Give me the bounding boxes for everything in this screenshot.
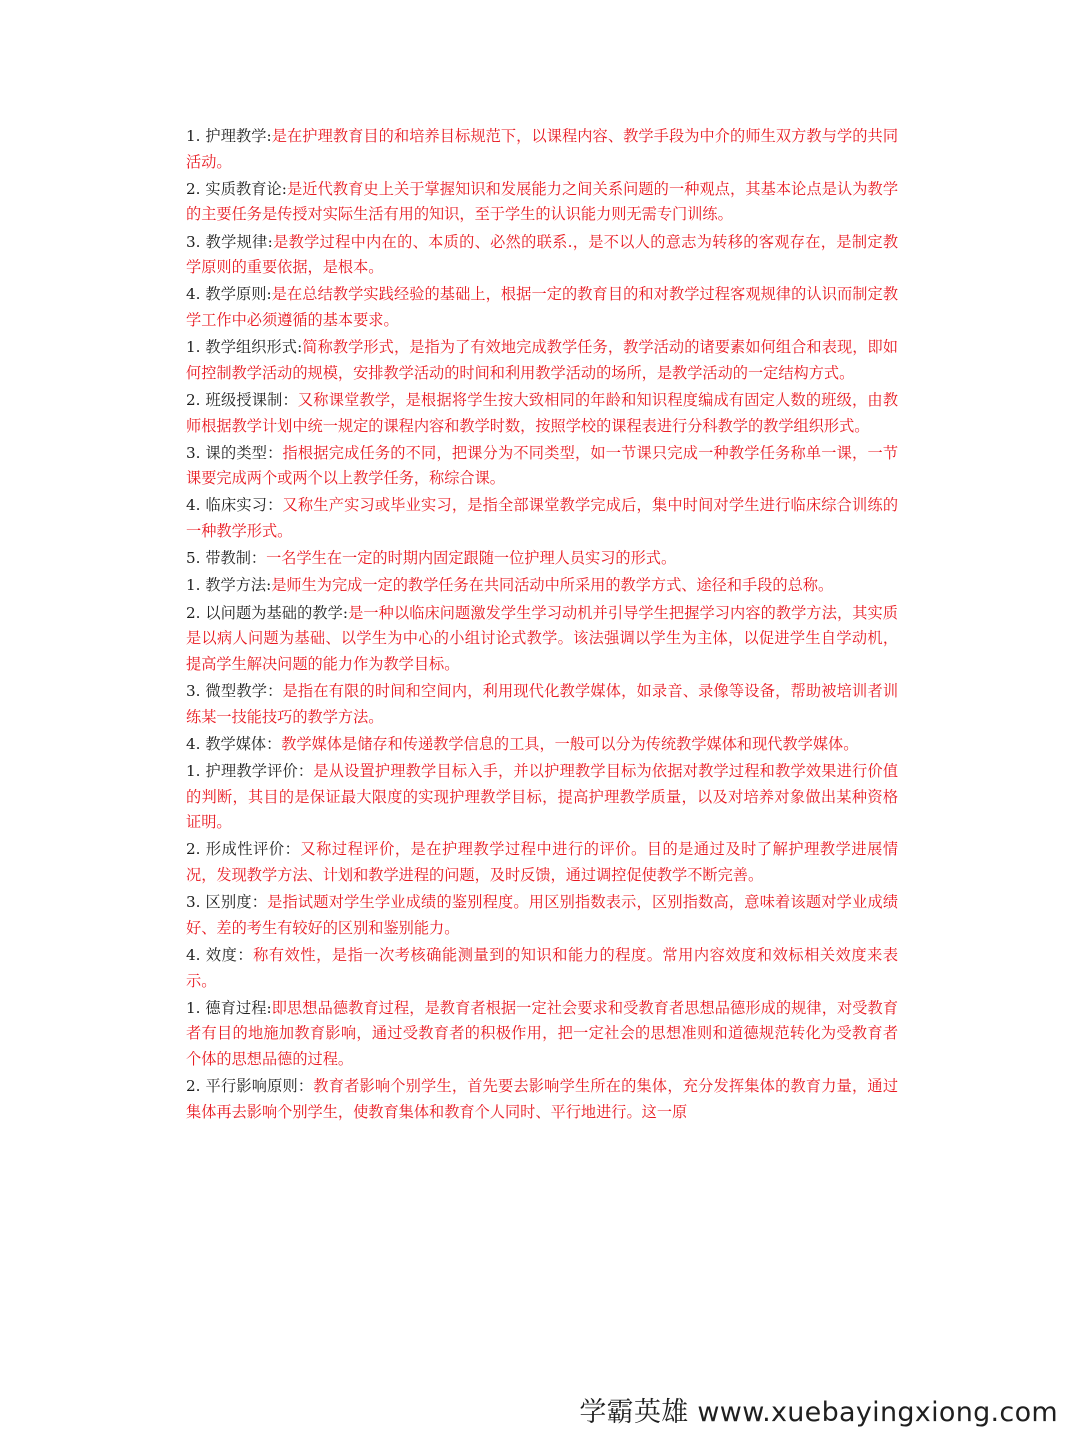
entry-term: 效度：	[205, 945, 254, 964]
entry-term: 德育过程:	[205, 998, 272, 1017]
entry-number: 4.	[186, 945, 201, 964]
definition-entry	[186, 546, 898, 572]
definition-entry	[186, 996, 898, 1073]
entry-definition: 是在护理教育目的和培养目标规范下，以课程内容、教学手段为中介的师生双方教与学的共同活动。	[186, 127, 899, 171]
entry-term: 临床实习：	[205, 496, 283, 515]
entry-definition: 是从设置护理教学目标入手，并以护理教学目标为依据对教学过程和教学效果进行价值的判断，其目的是保证最大限度的实现护理教学目标，提高护理教学质量，以及对培养对象做出某种资格证明。	[186, 761, 899, 832]
definition-entry	[186, 1074, 898, 1125]
entry-definition: 称有效性，是指一次考核确能测量到的知识和能力的程度。常用内容效度和效标相关效度来表示。	[186, 945, 899, 990]
entry-definition: 简称教学形式，是指为了有效地完成教学任务，教学活动的诸要素如何组合和表现，即如何控制教学活动的规模，安排教学活动的时间和利用教学活动的场所，是教学活动的一定结构方式。	[186, 338, 898, 382]
entry-number: 3.	[186, 443, 201, 462]
entry-term: 班级授课制：	[205, 390, 298, 409]
definition-entry	[186, 441, 898, 492]
entry-number: 4.	[186, 285, 201, 304]
entry-definition: 又称过程评价，是在护理教学过程中进行的评价。目的是通过及时了解护理教学进展情况，发现教学方法、计划和教学进程的问题，及时反馈，通过调控促使教学不断完善。	[186, 840, 899, 884]
entry-definition: 是一种以临床问题激发学生学习动机并引导学生把握学习内容的教学方法，其实质是以病人问题为基础、以学生为中心的小组讨论式教学。该法强调以学生为主体，以促进学生自学动机，提高学生解决问题的能力作为教学目标。	[186, 603, 898, 673]
entry-number: 2.	[186, 390, 201, 409]
entry-term: 护理教学:	[205, 127, 272, 145]
entry-definition: 又称课堂教学，是根据将学生按大致相同的年龄和知识程度编成有固定人数的班级，由教师根据教学计划中统一规定的课程内容和教学时数，按照学校的课程表进行分科教学的教学组织形式。	[186, 390, 899, 435]
entry-definition: 指根据完成任务的不同，把课分为不同类型，如一节课只完成一种教学任务称单一课，一节课要完成两个或两个以上教学任务，称综合课。	[186, 443, 899, 488]
entry-term: 教学媒体：	[205, 734, 282, 753]
definition-entry	[186, 679, 898, 730]
entry-term: 形成性评价：	[205, 840, 301, 859]
entry-number: 1.	[186, 338, 201, 357]
entry-number: 1.	[186, 576, 201, 595]
definition-entry	[186, 573, 898, 599]
entry-number: 2.	[186, 603, 201, 622]
entry-number: 4.	[186, 734, 201, 753]
definition-entry	[186, 335, 898, 386]
entry-number: 4.	[186, 496, 201, 515]
definition-entry	[186, 601, 898, 678]
entry-term: 护理教学评价：	[205, 761, 314, 780]
document-body	[186, 124, 898, 1127]
entry-definition: 教育者影响个别学生，首先要去影响学生所在的集体，充分发挥集体的教育力量，通过集体再去影响个别学生，使教育集体和教育个人同时、平行地进行。这一原	[186, 1077, 899, 1121]
entry-definition: 是师生为完成一定的教学任务在共同活动中所采用的教学方式、途径和手段的总称。	[271, 576, 834, 595]
entry-number: 2.	[186, 179, 201, 198]
entry-term: 实质教育论:	[205, 179, 287, 198]
entry-term: 教学组织形式:	[205, 338, 303, 357]
entry-definition: 是指在有限的时间和空间内，利用现代化教学媒体，如录音、录像等设备，帮助被培训者训练某一技能技巧的教学方法。	[186, 682, 899, 726]
definition-entry	[186, 388, 898, 439]
entry-number: 3.	[186, 232, 201, 251]
entry-definition: 又称生产实习或毕业实习，是指全部课堂教学完成后，集中时间对学生进行临床综合训练的一种教学形式。	[186, 496, 899, 541]
entry-term: 带教制：	[205, 549, 267, 568]
definition-entry	[186, 230, 898, 281]
definition-entry	[186, 759, 898, 836]
entry-definition: 是在总结教学实践经验的基础上，根据一定的教育目的和对教学过程客观规律的认识而制定教学工作中必须遵循的基本要求。	[186, 285, 899, 329]
definition-entry	[186, 943, 898, 994]
definition-entry	[186, 890, 898, 941]
entry-number: 1.	[186, 127, 201, 145]
entry-number: 2.	[186, 1077, 201, 1096]
definition-entry	[186, 837, 898, 888]
entry-definition: 一名学生在一定的时期内固定跟随一位护理人员实习的形式。	[266, 549, 677, 568]
entry-term: 教学规律:	[205, 232, 273, 251]
entry-number: 2.	[186, 840, 201, 859]
entry-term: 区别度：	[205, 893, 268, 912]
entry-definition: 是近代教育史上关于掌握知识和发展能力之间关系问题的一种观点，其基本论点是认为教学的主要任务是传授对实际生活有用的知识，至于学生的认识能力则无需专门训练。	[186, 179, 899, 224]
entry-term: 微型教学：	[205, 682, 283, 700]
entry-number: 5.	[186, 549, 201, 568]
definition-entry	[186, 282, 898, 333]
entry-definition: 即思想品德教育过程，是教育者根据一定社会要求和受教育者思想品德形成的规律，对受教育者有目的地施加教育影响，通过受教育者的积极作用，把一定社会的思想准则和道德规范转化为受教育者个体的思想品德的过程。	[186, 998, 899, 1068]
entry-definition: 是教学过程中内在的、本质的、必然的联系.，是不以人的意志为转移的客观存在，是制定教学原则的重要依据，是根本。	[186, 232, 899, 277]
entry-definition: 教学媒体是储存和传递教学信息的工具，一般可以分为传统教学媒体和现代教学媒体。	[281, 734, 859, 753]
entry-number: 1.	[186, 998, 201, 1017]
definition-entry	[186, 177, 898, 228]
entry-term: 以问题为基础的教学:	[205, 603, 349, 622]
entry-number: 3.	[186, 682, 201, 700]
definition-entry	[186, 124, 898, 175]
entry-number: 3.	[186, 893, 201, 912]
entry-term: 平行影响原则：	[205, 1077, 314, 1096]
entry-definition: 是指试题对学生学业成绩的鉴别程度。用区别指数表示，区别指数高，意味着该题对学业成绩好、差的考生有较好的区别和鉴别能力。	[186, 893, 899, 937]
entry-number: 1.	[186, 761, 201, 780]
site-watermark: 学霸英雄 www.xuebayingxiong.com	[579, 1397, 1058, 1428]
entry-term: 课的类型：	[205, 443, 283, 462]
definition-entry	[186, 732, 898, 758]
definition-entry	[186, 493, 898, 544]
entry-term: 教学方法:	[205, 576, 272, 595]
entry-term: 教学原则:	[205, 285, 272, 304]
